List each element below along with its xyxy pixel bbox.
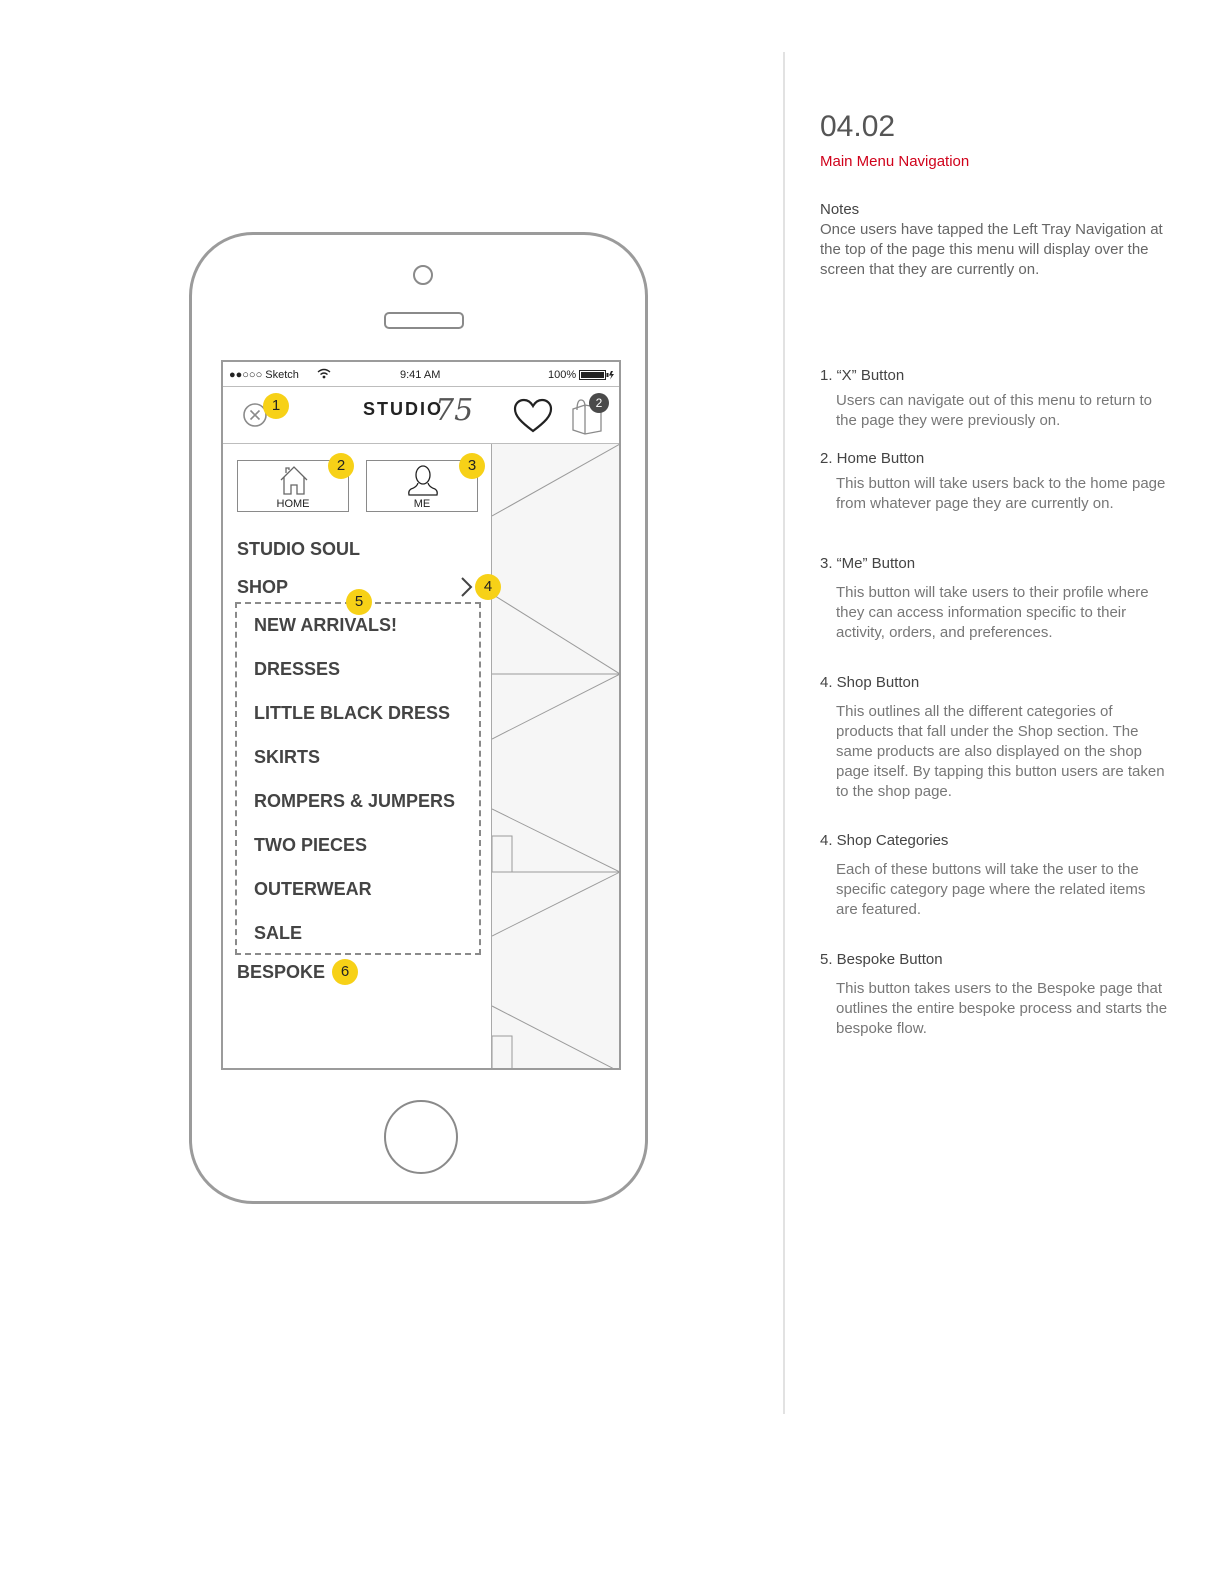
note-desc-bespoke-button: This button takes users to the Bespoke page that outlines the entire bespoke process and starts the bespoke flow. [836, 980, 1168, 1037]
note-title-shop-button: 4. Shop Button [820, 674, 920, 691]
category-outerwear[interactable]: OUTERWEAR [254, 879, 372, 899]
studio-logo[interactable]: STUDIO [363, 399, 444, 419]
callout-1: 1 [263, 393, 289, 419]
note-desc-me-button: This button will take users to their profile where they can access information specific to their activity, orders, and preferences. [836, 584, 1149, 641]
category-skirts[interactable]: SKIRTS [254, 747, 321, 767]
heart-icon[interactable] [513, 398, 553, 434]
carrier-label: ●●○○○ Sketch [229, 369, 299, 381]
camera-icon [413, 265, 433, 285]
callout-6: 6 [332, 959, 358, 985]
studio-logo-script: 75 [435, 393, 474, 428]
top-navbar [223, 386, 619, 444]
note-title-bespoke-button: 5. Bespoke Button [820, 951, 943, 968]
home-tile-label: HOME [276, 498, 310, 510]
me-tile-label: ME [413, 498, 431, 510]
note-desc-shop-button: This outlines all the different categories of products that fall under the Shop section. The same products are also displayed on the shop page itself. By tapping this button users are taken to the shop page. [836, 703, 1165, 800]
wifi-icon [317, 368, 331, 379]
image-placeholder-icon [492, 444, 621, 1070]
status-bar [223, 362, 619, 386]
menu-item-bespoke[interactable]: BESPOKE [237, 962, 326, 982]
callout-2: 2 [328, 453, 354, 479]
category-little-black-dress[interactable]: LITTLE BLACK DRESS [254, 703, 450, 723]
notes-heading: Notes [820, 201, 860, 218]
note-desc-shop-categories: Each of these buttons will take the user to the specific category page where the related items are featured. [836, 861, 1146, 918]
speaker-icon [384, 312, 464, 329]
background-page-panel [491, 444, 621, 1070]
section-title: Main Menu Navigation [820, 153, 970, 170]
shop-categories-group [235, 602, 481, 955]
note-desc-home-button: This button will take users back to the home page from whatever page they are currently on. [836, 475, 1166, 512]
menu-item-shop[interactable]: SHOP [237, 577, 289, 597]
user-icon [407, 464, 439, 498]
category-sale[interactable]: SALE [254, 923, 303, 943]
category-two-pieces[interactable]: TWO PIECES [254, 835, 368, 855]
cart-count-badge: 2 [589, 393, 609, 413]
battery-icon [579, 370, 615, 380]
callout-4: 4 [475, 574, 501, 600]
notes-intro: Once users have tapped the Left Tray Navigation at the top of the page this menu will display over the screen that they are currently on. [820, 221, 1163, 278]
callout-5: 5 [346, 589, 372, 615]
status-time: 9:41 AM [400, 369, 441, 381]
note-title-me-button: 3. “Me” Button [820, 555, 916, 572]
chevron-right-icon[interactable] [459, 576, 473, 598]
note-title-x-button: 1. “X” Button [820, 367, 905, 384]
menu-item-studio-soul[interactable]: STUDIO SOUL [237, 539, 361, 559]
callout-3: 3 [459, 453, 485, 479]
category-new-arrivals[interactable]: NEW ARRIVALS! [254, 615, 397, 635]
phone-screen [221, 360, 621, 1070]
battery-label: 100% [548, 369, 577, 381]
section-number: 04.02 [820, 110, 896, 143]
phone-home-button[interactable] [384, 1100, 458, 1174]
note-desc-x-button: Users can navigate out of this menu to return to the page they were previously on. [836, 392, 1153, 429]
home-icon [279, 464, 309, 496]
page-divider [783, 52, 785, 1414]
note-title-home-button: 2. Home Button [820, 450, 925, 467]
category-dresses[interactable]: DRESSES [254, 659, 341, 679]
category-rompers-jumpers[interactable]: ROMPERS & JUMPERS [254, 791, 456, 811]
note-title-shop-categories: 4. Shop Categories [820, 832, 949, 849]
